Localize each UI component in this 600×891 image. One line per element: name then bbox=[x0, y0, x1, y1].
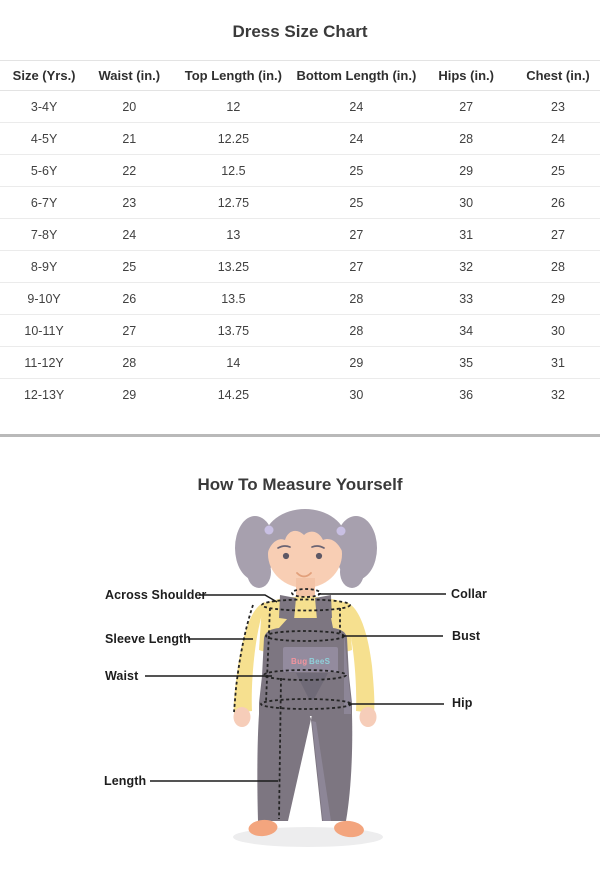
top-length-cell: 14.25 bbox=[217, 387, 250, 402]
top-length-cell: 12.75 bbox=[170, 187, 296, 219]
measure-section-title: How To Measure Yourself bbox=[197, 475, 403, 494]
chest-cell: 30 bbox=[516, 315, 600, 347]
chest-cell: 28 bbox=[516, 251, 600, 283]
girl-illustration bbox=[0, 500, 600, 891]
label-collar: Collar bbox=[451, 587, 488, 601]
girl-neck bbox=[296, 578, 315, 598]
bottom-length-cell: 28 bbox=[296, 283, 416, 315]
table-row bbox=[0, 187, 600, 219]
bottom-length-cell: 30 bbox=[349, 387, 364, 402]
girl-hand-left bbox=[234, 707, 251, 727]
size-cell: 11-12Y bbox=[0, 347, 88, 379]
size-cell: 5-6Y bbox=[0, 155, 88, 187]
top-length-cell: 13 bbox=[170, 219, 296, 251]
bottom-length-cell: 27 bbox=[296, 219, 416, 251]
top-length-cell: 13.5 bbox=[170, 283, 296, 315]
bottom-length-cell: 24 bbox=[296, 123, 416, 155]
size-cell: 12-13Y bbox=[23, 387, 65, 402]
hips-cell: 30 bbox=[416, 187, 516, 219]
waist-cell: 27 bbox=[88, 315, 170, 347]
girl-overall-strap-right bbox=[315, 595, 332, 620]
table-header-row bbox=[0, 61, 600, 91]
chest-cell: 32 bbox=[551, 387, 565, 402]
table-row bbox=[0, 283, 600, 315]
waist-cell: 25 bbox=[88, 251, 170, 283]
size-cell: 9-10Y bbox=[0, 283, 88, 315]
chest-cell: 27 bbox=[516, 219, 600, 251]
table-row bbox=[0, 379, 600, 411]
hips-cell: 33 bbox=[416, 283, 516, 315]
column-header-size: Size (Yrs.) bbox=[0, 61, 88, 91]
hips-cell: 35 bbox=[416, 347, 516, 379]
table-row bbox=[0, 315, 600, 347]
chest-cell: 23 bbox=[516, 91, 600, 123]
waist-cell: 28 bbox=[88, 347, 170, 379]
girl-overall-strap-left bbox=[279, 595, 296, 620]
label-length: Length bbox=[104, 774, 147, 788]
label-waist: Waist bbox=[105, 669, 139, 683]
size-cell: 6-7Y bbox=[0, 187, 88, 219]
column-header-chest: Chest (in.) bbox=[516, 61, 600, 91]
column-header-waist: Waist (in.) bbox=[88, 61, 170, 91]
label-across-shoulder: Across Shoulder bbox=[105, 588, 207, 602]
hips-cell: 29 bbox=[416, 155, 516, 187]
waist-cell: 22 bbox=[88, 155, 170, 187]
table-row bbox=[0, 155, 600, 187]
table-row bbox=[0, 219, 600, 251]
hips-cell: 36 bbox=[459, 387, 474, 402]
top-length-cell: 14 bbox=[170, 347, 296, 379]
chest-cell: 25 bbox=[516, 155, 600, 187]
waist-cell: 26 bbox=[88, 283, 170, 315]
girl-leg-left bbox=[257, 714, 311, 821]
bottom-length-cell: 27 bbox=[296, 251, 416, 283]
hips-cell: 31 bbox=[416, 219, 516, 251]
size-cell: 10-11Y bbox=[0, 315, 88, 347]
chest-cell: 26 bbox=[516, 187, 600, 219]
column-header-top-length: Top Length (in.) bbox=[170, 61, 296, 91]
size-chart-table bbox=[0, 60, 600, 410]
table-row bbox=[0, 123, 600, 155]
girl-eye-left bbox=[283, 553, 289, 559]
across-shoulder-line bbox=[199, 595, 277, 602]
girl-eye-right bbox=[316, 553, 322, 559]
top-length-cell: 12.25 bbox=[170, 123, 296, 155]
page-title: Dress Size Chart bbox=[232, 22, 368, 41]
bottom-length-cell: 24 bbox=[296, 91, 416, 123]
measure-diagram bbox=[0, 500, 600, 891]
size-cell: 7-8Y bbox=[0, 219, 88, 251]
label-hip: Hip bbox=[452, 696, 473, 710]
top-length-cell: 12.5 bbox=[170, 155, 296, 187]
waist-cell: 29 bbox=[122, 387, 137, 402]
bottom-length-cell: 28 bbox=[296, 315, 416, 347]
hips-cell: 28 bbox=[416, 123, 516, 155]
table-row bbox=[0, 91, 600, 123]
table-row bbox=[0, 251, 600, 283]
top-length-cell: 12 bbox=[170, 91, 296, 123]
bottom-length-cell: 29 bbox=[296, 347, 416, 379]
chest-cell: 29 bbox=[516, 283, 600, 315]
brand-text-word1: Bug bbox=[291, 657, 308, 666]
waist-cell: 23 bbox=[88, 187, 170, 219]
waist-cell: 24 bbox=[88, 219, 170, 251]
section-divider bbox=[0, 434, 600, 437]
label-sleeve-length: Sleeve Length bbox=[105, 632, 192, 646]
hair-tie-left-icon bbox=[265, 526, 274, 535]
size-cell: 8-9Y bbox=[0, 251, 88, 283]
size-cell: 3-4Y bbox=[0, 91, 88, 123]
hips-cell: 34 bbox=[416, 315, 516, 347]
waist-cell: 20 bbox=[88, 91, 170, 123]
girl-hand-right bbox=[360, 707, 377, 727]
waist-cell: 21 bbox=[88, 123, 170, 155]
table-row bbox=[0, 347, 600, 379]
hair-tie-right-icon bbox=[337, 527, 346, 536]
chest-cell: 24 bbox=[516, 123, 600, 155]
brand-text-word2: BeeS bbox=[309, 657, 331, 666]
bottom-length-cell: 25 bbox=[296, 187, 416, 219]
top-length-cell: 13.75 bbox=[170, 315, 296, 347]
hips-cell: 27 bbox=[416, 91, 516, 123]
top-length-cell: 13.25 bbox=[170, 251, 296, 283]
label-bust: Bust bbox=[452, 629, 481, 643]
column-header-bottom-length: Bottom Length (in.) bbox=[296, 61, 416, 91]
hips-cell: 32 bbox=[416, 251, 516, 283]
column-header-hips: Hips (in.) bbox=[416, 61, 516, 91]
bottom-length-cell: 25 bbox=[296, 155, 416, 187]
chest-cell: 31 bbox=[516, 347, 600, 379]
size-cell: 4-5Y bbox=[0, 123, 88, 155]
